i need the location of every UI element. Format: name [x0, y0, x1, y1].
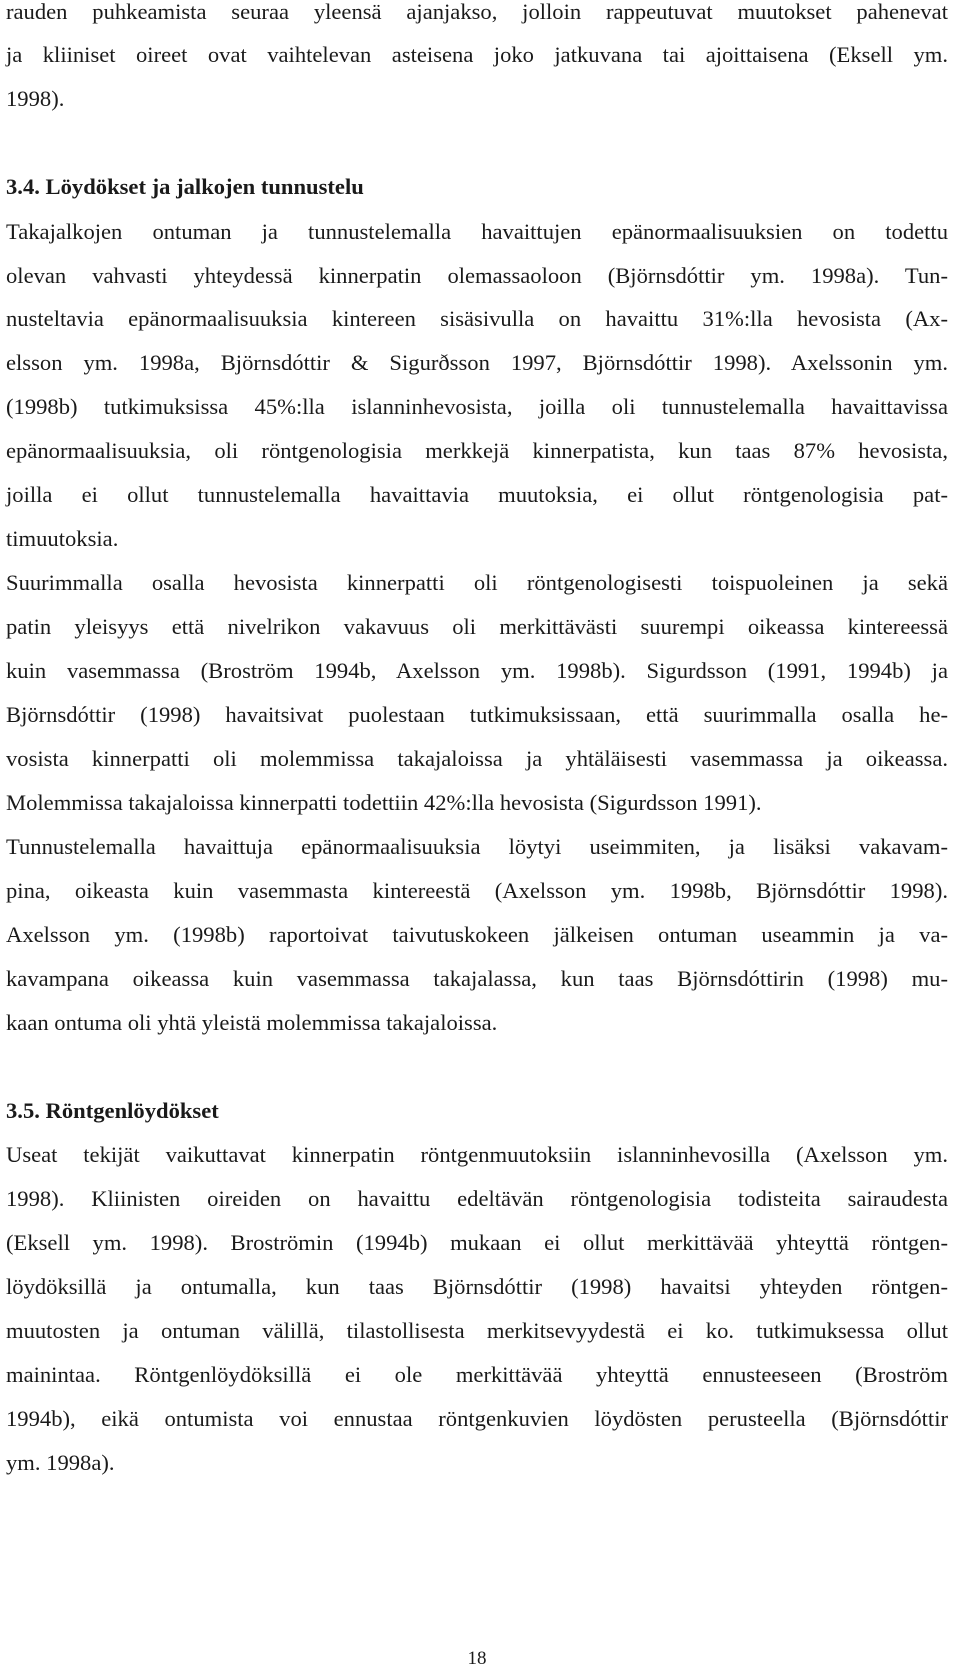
paragraph-line: muutosten ja ontuman välillä, tilastollisesta merkitsevyydestä ei ko. tutkimuksessa ollut: [6, 1318, 948, 1343]
paragraph-line: epänormaalisuuksia, oli röntgenologisia merkkejä kinnerpatista, kun taas 87% hevosista,: [6, 438, 948, 463]
paragraph-line: mainintaa. Röntgenlöydöksillä ei ole merkittävää yhteyttä ennusteeseen (Broström: [6, 1362, 948, 1387]
paragraph-line: 1998). Kliinisten oireiden on havaittu edeltävän röntgenologisia todisteita sairaudesta: [6, 1186, 948, 1211]
paragraph-line: Suurimmalla osalla hevosista kinnerpatti oli röntgenologisesti toispuoleinen ja sekä: [6, 570, 948, 595]
paragraph-line: Axelsson ym. (1998b) raportoivat taivutuskokeen jälkeisen ontuman useammin ja va-: [6, 922, 948, 947]
paragraph-line: löydöksillä ja ontumalla, kun taas Björnsdóttir (1998) havaitsi yhteyden röntgen-: [6, 1274, 948, 1299]
paragraph-line: kaan ontuma oli yhtä yleistä molemmissa takajaloissa.: [6, 1010, 498, 1035]
paragraph-line: Useat tekijät vaikuttavat kinnerpatin röntgenmuutoksiin islanninhevosilla (Axelsson ym.: [6, 1142, 948, 1167]
paragraph-line: kavampana oikeassa kuin vasemmassa takajalassa, kun taas Björnsdóttirin (1998) mu-: [6, 966, 948, 991]
paragraph-line: kuin vasemmassa (Broström 1994b, Axelsson ym. 1998b). Sigurdsson (1991, 1994b) ja: [6, 658, 948, 683]
intro-line: rauden puhkeamista seuraa yleensä ajanjakso, jolloin rappeutuvat muutokset pahenevat: [6, 0, 948, 24]
paragraph-line: olevan vahvasti yhteydessä kinnerpatin olemassaoloon (Björnsdóttir ym. 1998a). Tun-: [6, 263, 948, 288]
intro-line: ja kliiniset oireet ovat vaihtelevan asteisena joko jatkuvana tai ajoittaisena (Eksell ym.: [6, 42, 948, 67]
paragraph-line: Molemmissa takajaloissa kinnerpatti todettiin 42%:lla hevosista (Sigurdsson 1991).: [6, 790, 762, 815]
page-number: 18: [467, 1648, 487, 1669]
document-page: [6, 0, 954, 1670]
paragraph-line: 1994b), eikä ontumista voi ennustaa röntgenkuvien löydösten perusteella (Björnsdóttir: [6, 1406, 948, 1431]
intro-line: 1998).: [6, 86, 65, 111]
paragraph-line: nusteltavia epänormaalisuuksia kintereen sisäsivulla on havaittu 31%:lla hevosista (Ax-: [6, 306, 948, 331]
paragraph-line: timuutoksia.: [6, 526, 119, 551]
paragraph-line: (1998b) tutkimuksissa 45%:lla islanninhevosista, joilla oli tunnustelemalla havaittavissa: [6, 394, 948, 419]
paragraph-line: ym. 1998a).: [6, 1450, 115, 1475]
paragraph-line: Tunnustelemalla havaittuja epänormaalisuuksia löytyi useimmiten, ja lisäksi vakavam-: [6, 834, 948, 859]
paragraph-line: vosista kinnerpatti oli molemmissa takajaloissa ja yhtäläisesti vasemmassa ja oikeassa.: [6, 746, 948, 771]
paragraph-line: pina, oikeasta kuin vasemmasta kintereestä (Axelsson ym. 1998b, Björnsdóttir 1998).: [6, 878, 948, 903]
paragraph-line: patin yleisyys että nivelrikon vakavuus oli merkittävästi suurempi oikeassa kintereessä: [6, 614, 948, 639]
paragraph-line: elsson ym. 1998a, Björnsdóttir & Sigurðsson 1997, Björnsdóttir 1998). Axelssonin ym.: [6, 350, 948, 375]
paragraph-line: Björnsdóttir (1998) havaitsivat puolestaan tutkimuksissaan, että suurimmalla osalla he-: [6, 702, 948, 727]
paragraph-line: Takajalkojen ontuman ja tunnustelemalla havaittujen epänormaalisuuksien on todettu: [6, 219, 948, 244]
section-heading: 3.5. Röntgenlöydökset: [6, 1098, 219, 1123]
section-heading: 3.4. Löydökset ja jalkojen tunnustelu: [6, 174, 364, 199]
paragraph-line: (Eksell ym. 1998). Broströmin (1994b) mukaan ei ollut merkittävää yhteyttä röntgen-: [6, 1230, 948, 1255]
paragraph-line: joilla ei ollut tunnustelemalla havaittavia muutoksia, ei ollut röntgenologisia pat-: [6, 482, 948, 507]
